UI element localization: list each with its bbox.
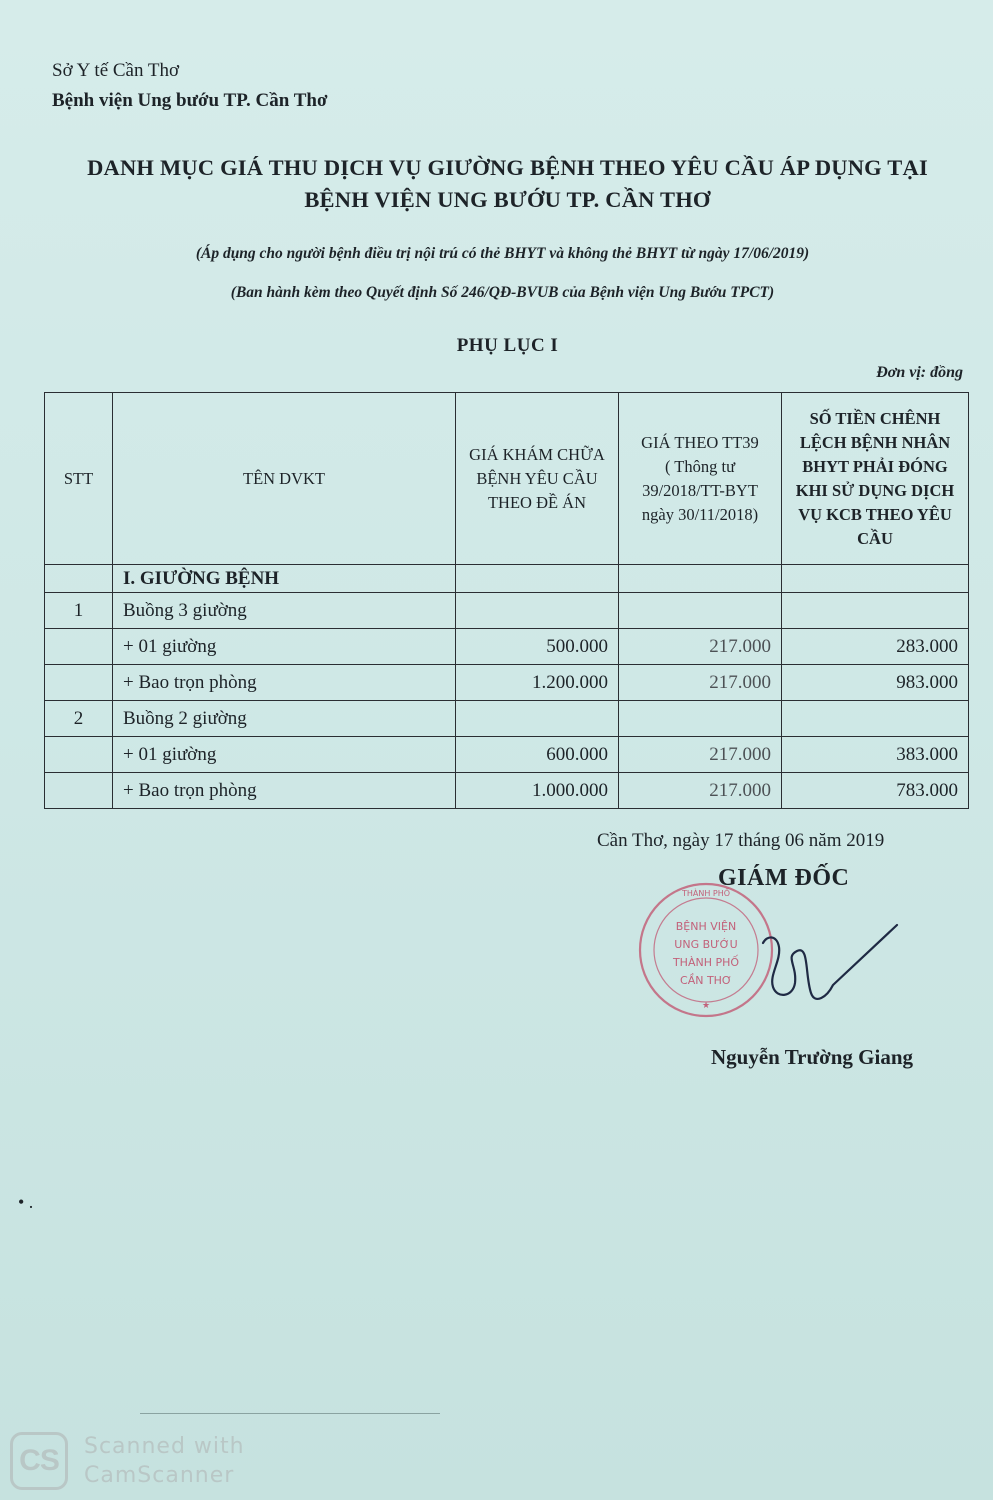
table-cell [456, 701, 619, 737]
header-request-price: GIÁ KHÁM CHỮA BỆNH YÊU CẦU THEO ĐỀ ÁN [456, 393, 619, 565]
org-hospital: Bệnh viện Ung bướu TP. Cần Thơ [52, 90, 328, 111]
seal-line-3: THÀNH PHỐ [672, 956, 740, 969]
scan-edge-line [140, 1413, 440, 1414]
row-tt39-price: 217.000 [619, 665, 782, 701]
header-difference: SỐ TIỀN CHÊNH LỆCH BỆNH NHÂN BHYT PHẢI ĐÓNG KHI SỬ DỤNG DỊCH VỤ KCB THEO YÊU CẦU [782, 393, 969, 565]
table-cell [45, 665, 113, 701]
table-cell [619, 593, 782, 629]
table-cell [782, 565, 969, 593]
table-row [45, 665, 969, 701]
section-title: I. GIƯỜNG BỆNH [113, 565, 456, 593]
header-tt39-price [619, 393, 782, 565]
header-tt39-title: GIÁ THEO TT39 [641, 432, 759, 452]
appendix-title: PHỤ LỤC I [456, 335, 559, 356]
row-service-name: + Bao trọn phòng [113, 773, 456, 809]
watermark-line-2: CamScanner [84, 1463, 235, 1488]
row-service-name: + 01 giường [113, 629, 456, 665]
header-tt39-note: ( Thông tư 39/2018/TT-BYT ngày 30/11/2018) [641, 456, 759, 524]
decision-note: (Ban hành kèm theo Quyết định Số 246/QĐ-BVUB của Bệnh viện Ung Bướu TPCT) [230, 284, 775, 301]
row-request-price: 600.000 [456, 737, 619, 773]
row-service-name: + 01 giường [113, 737, 456, 773]
row-tt39-price: 217.000 [619, 629, 782, 665]
row-request-price: 1.200.000 [456, 665, 619, 701]
unit-label: Đơn vị: đồng [876, 364, 963, 381]
group-stt: 2 [45, 701, 113, 737]
row-service-name: + Bao trọn phòng [113, 665, 456, 701]
group-stt: 1 [45, 593, 113, 629]
row-difference: 783.000 [782, 773, 969, 809]
table-row [45, 737, 969, 773]
title-line-2: BỆNH VIỆN UNG BƯỚU TP. CẦN THƠ [304, 187, 711, 212]
header-stt: STT [45, 393, 113, 565]
row-request-price: 1.000.000 [456, 773, 619, 809]
camscanner-watermark [84, 1432, 245, 1490]
section-row [45, 565, 969, 593]
row-difference: 383.000 [782, 737, 969, 773]
row-tt39-price: 217.000 [619, 773, 782, 809]
group-name: Buồng 3 giường [113, 593, 456, 629]
header-service-name: TÊN DVKT [113, 393, 456, 565]
seal-line-4: CẦN THƠ [680, 974, 732, 987]
row-difference: 283.000 [782, 629, 969, 665]
table-row [45, 629, 969, 665]
signer-position: GIÁM ĐỐC [718, 865, 850, 891]
row-request-price: 500.000 [456, 629, 619, 665]
table-row [45, 773, 969, 809]
seal-star-icon: ★ [701, 1000, 711, 1010]
table-cell [456, 593, 619, 629]
row-tt39-price: 217.000 [619, 737, 782, 773]
org-department: Sở Y tế Cần Thơ [52, 60, 180, 81]
group-name: Buồng 2 giường [113, 701, 456, 737]
seal-top-text: THÀNH PHỐ [681, 889, 731, 898]
table-cell [45, 737, 113, 773]
group-row [45, 701, 969, 737]
table-cell [619, 565, 782, 593]
signer-name: Nguyễn Trường Giang [711, 1045, 913, 1069]
price-table [44, 392, 969, 809]
apply-note: (Áp dụng cho người bệnh điều trị nội trú có thẻ BHYT và không thẻ BHYT từ ngày 17/06/2019) [195, 245, 810, 262]
table-cell [782, 701, 969, 737]
table-cell [45, 773, 113, 809]
table-cell [619, 701, 782, 737]
watermark-line-1: Scanned with [84, 1434, 245, 1459]
scan-speck: • . [18, 1192, 34, 1212]
seal-line-2: UNG BƯỚU [674, 938, 738, 951]
table-cell [45, 565, 113, 593]
table-header-row [45, 393, 969, 565]
table-cell [782, 593, 969, 629]
table-cell [45, 629, 113, 665]
group-row [45, 593, 969, 629]
camscanner-logo: CS [10, 1432, 68, 1490]
title-line-1: DANH MỤC GIÁ THU DỊCH VỤ GIƯỜNG BỆNH THEO YÊU CẦU ÁP DỤNG TẠI [87, 155, 928, 180]
handwritten-signature [755, 905, 905, 1020]
table-cell [456, 565, 619, 593]
seal-line-1: BỆNH VIỆN [675, 920, 737, 933]
sign-date: Cần Thơ, ngày 17 tháng 06 năm 2019 [597, 830, 885, 851]
row-difference: 983.000 [782, 665, 969, 701]
document-title [40, 152, 975, 216]
